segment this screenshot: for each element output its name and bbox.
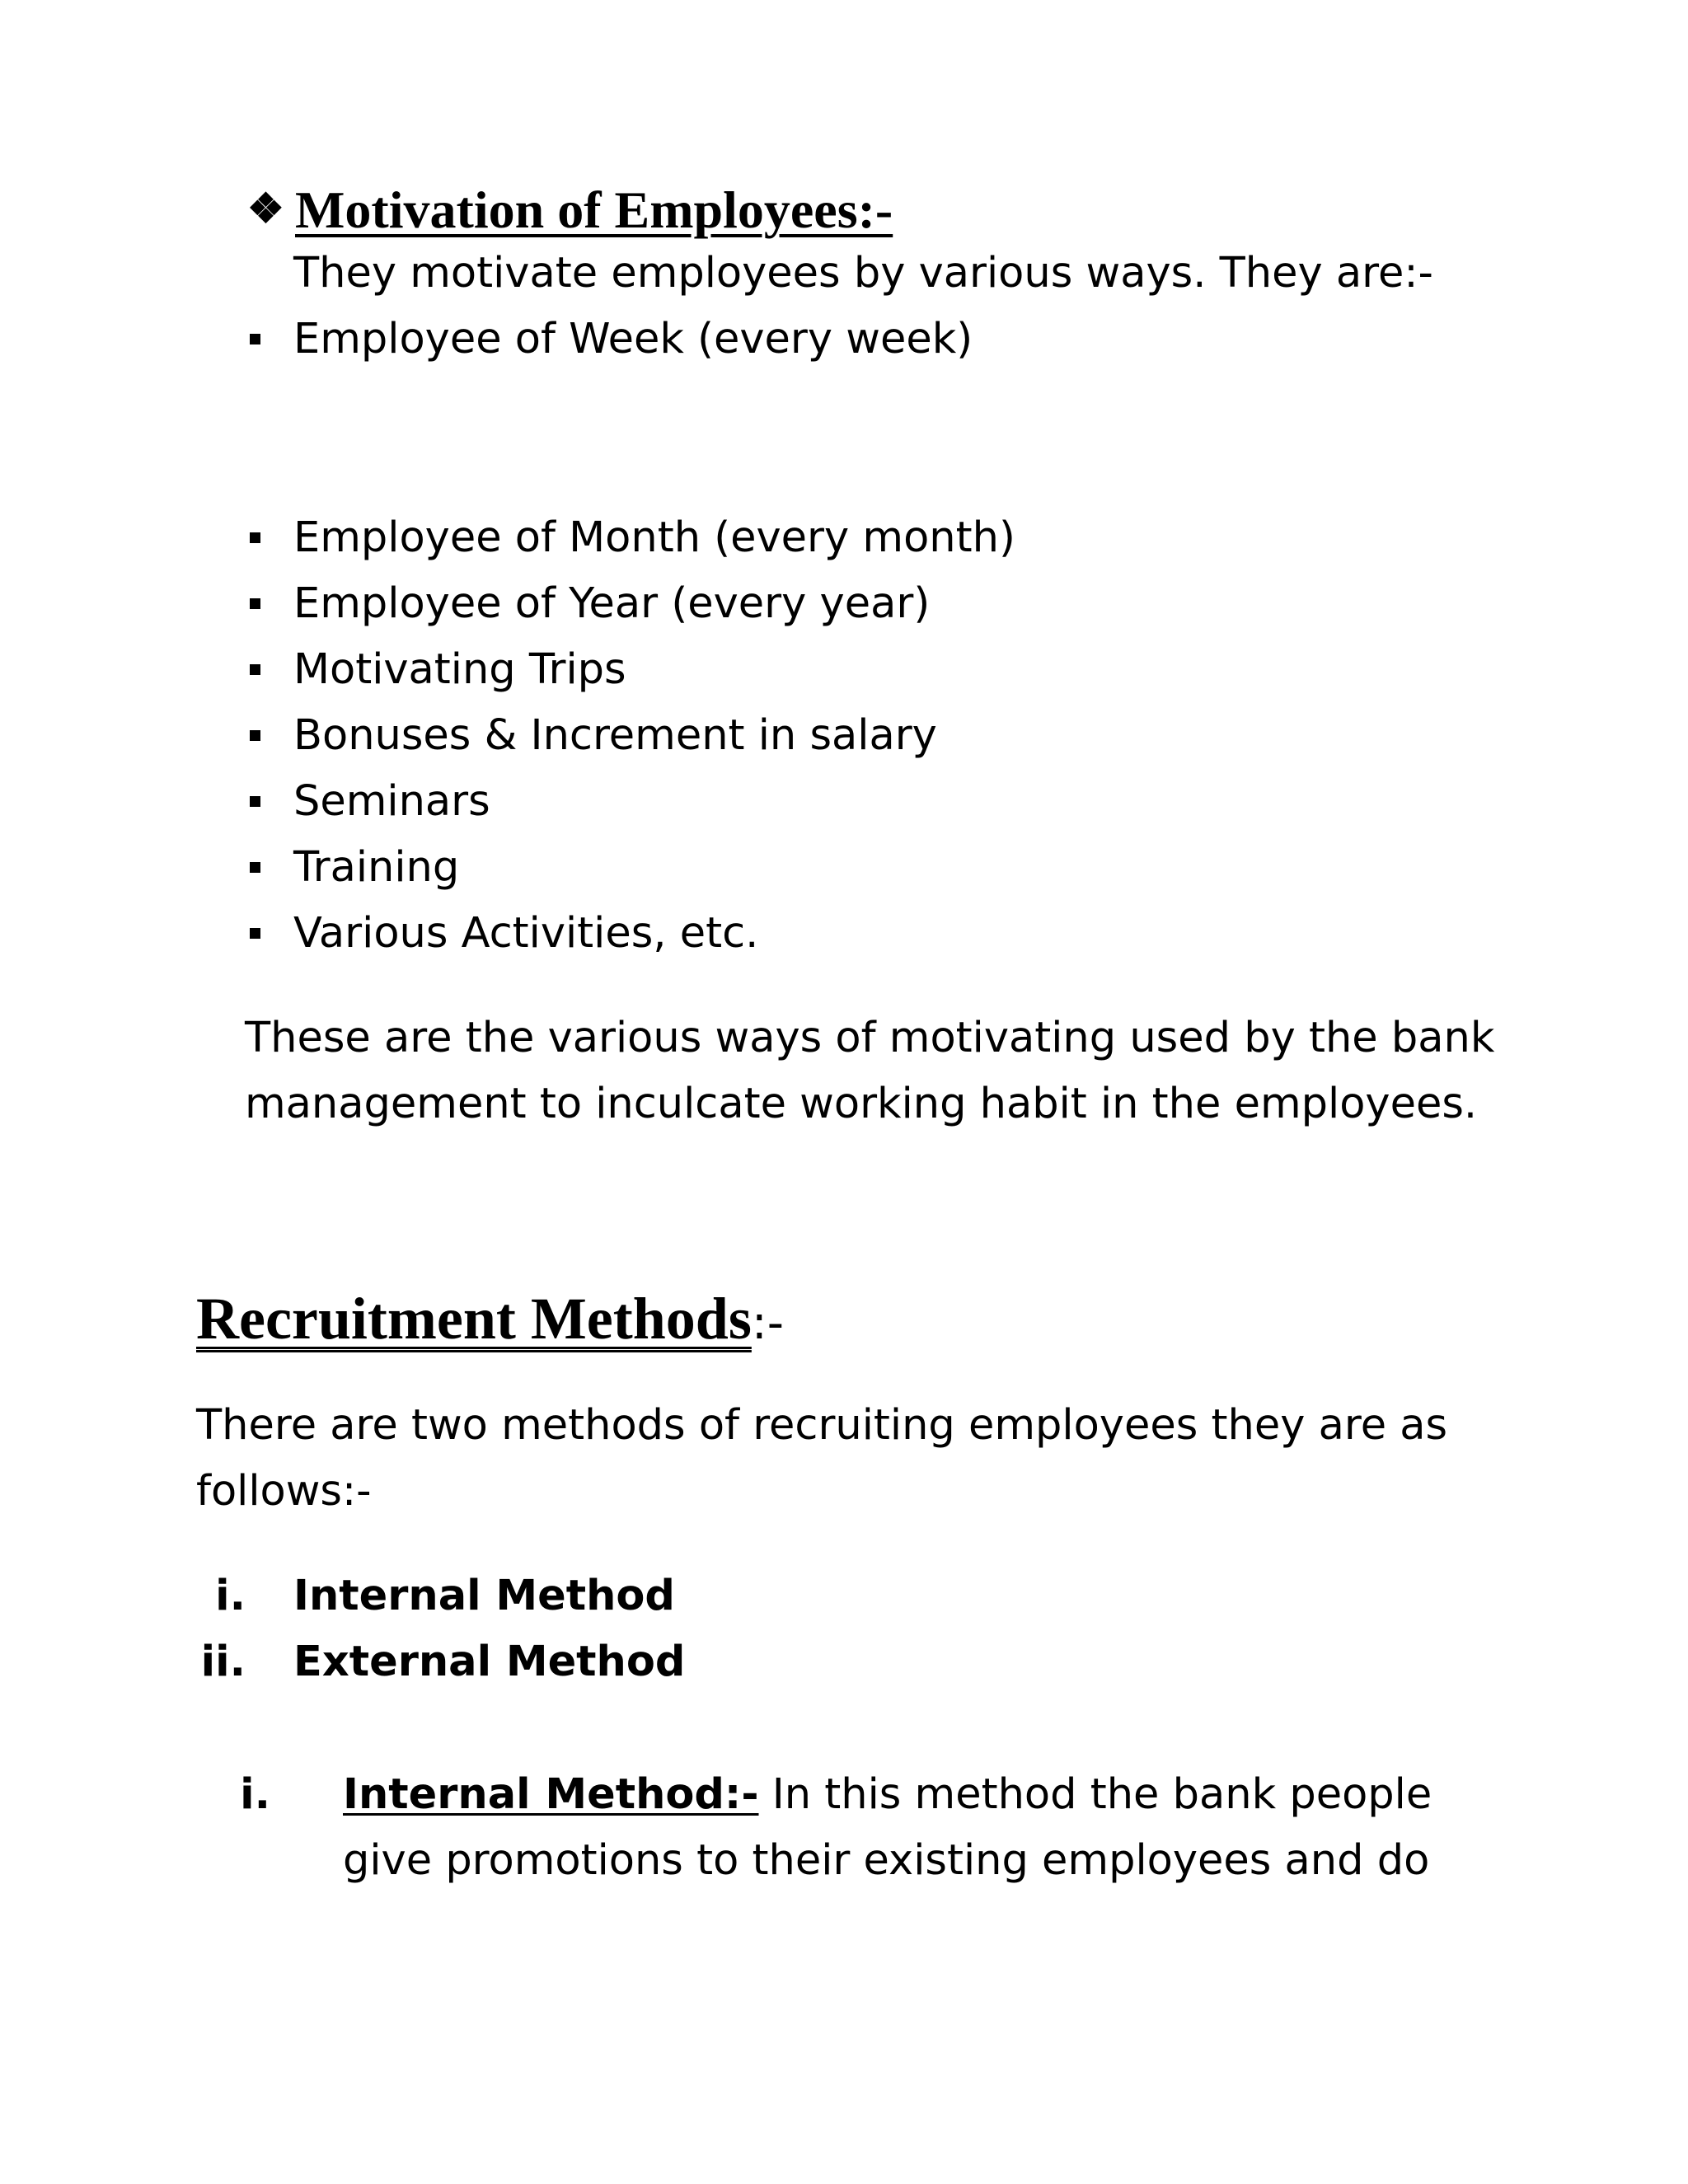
motivation-item: Various Activities, etc.: [293, 909, 759, 958]
recruitment-intro-line1: There are two methods of recruiting employees they are as: [196, 1401, 1448, 1450]
square-bullet-icon: [250, 730, 260, 741]
method-label: External Method: [293, 1638, 686, 1686]
square-bullet-icon: [250, 532, 260, 543]
square-bullet-icon: [250, 334, 260, 344]
internal-method-text: In this method the bank people: [758, 1770, 1432, 1819]
internal-method-title: Internal Method:-: [343, 1770, 759, 1819]
method-label: Internal Method: [293, 1572, 675, 1620]
motivation-summary-line2: management to inculcate working habit in the employees.: [245, 1080, 1478, 1128]
square-bullet-icon: [250, 796, 260, 807]
square-bullet-icon: [250, 598, 260, 609]
internal-method-detail-line2: give promotions to their existing employees and do: [343, 1836, 1430, 1885]
recruitment-heading: [196, 1282, 784, 1361]
recruitment-intro-line2: follows:-: [196, 1467, 372, 1516]
motivation-intro: They motivate employees by various ways. They are:-: [293, 249, 1433, 298]
motivation-item-first: Employee of Week (every week): [293, 315, 973, 363]
internal-method-detail-line1: [343, 1762, 1432, 1828]
motivation-item: Training: [293, 843, 460, 892]
method-number: i.: [215, 1572, 246, 1620]
method-number: ii.: [200, 1638, 246, 1686]
square-bullet-icon: [250, 928, 260, 939]
square-bullet-icon: [250, 862, 260, 873]
motivation-item: Employee of Month (every month): [293, 513, 1015, 562]
detail-number: i.: [240, 1770, 270, 1819]
recruitment-heading-suffix: :-: [751, 1296, 784, 1350]
motivation-item: Seminars: [293, 777, 490, 826]
diamond-bullet-icon: ❖: [247, 185, 284, 232]
motivation-summary-line1: These are the various ways of motivating used by the bank: [245, 1014, 1495, 1062]
motivation-item: Employee of Year (every year): [293, 579, 931, 628]
motivation-item: Motivating Trips: [293, 645, 626, 694]
square-bullet-icon: [250, 664, 260, 675]
motivation-heading-text: Motivation of Employees:-: [295, 180, 893, 239]
motivation-heading: [247, 176, 893, 243]
recruitment-heading-text: Recruitment Methods: [196, 1286, 752, 1352]
motivation-item: Bonuses & Increment in salary: [293, 711, 937, 760]
